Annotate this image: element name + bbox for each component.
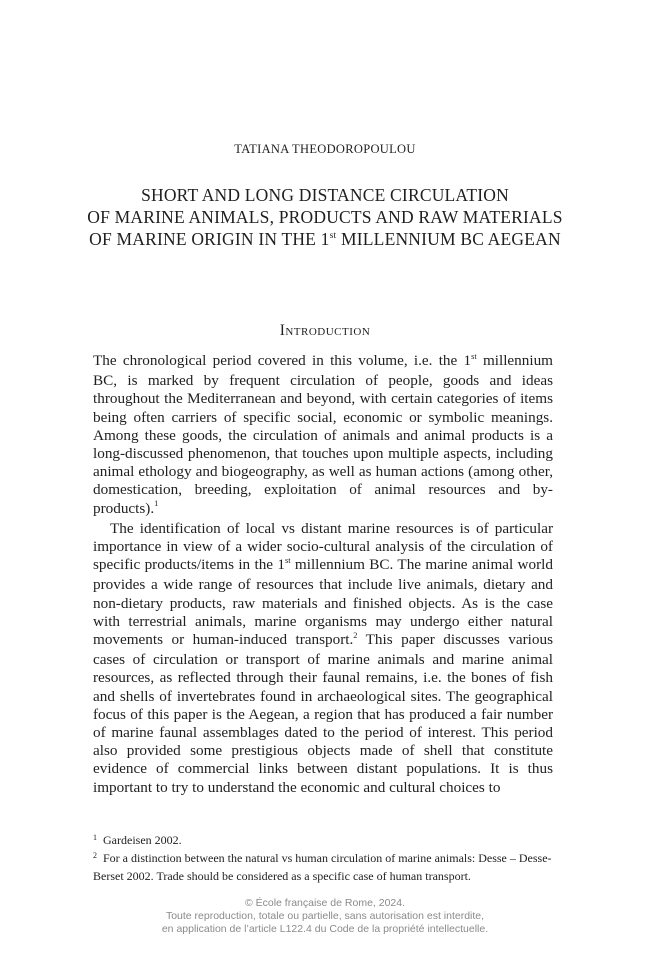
title-line-1: SHORT AND LONG DISTANCE CIRCULATION	[141, 185, 509, 205]
title-line-3-end: MILLENNIUM BC AEGEAN	[336, 229, 561, 249]
footnote-1	[93, 832, 553, 850]
footnote-text: Gardeisen 2002.	[103, 833, 182, 847]
title-line-2: OF MARINE ANIMALS, PRODUCTS AND RAW MATERIALS	[87, 207, 563, 227]
body-text	[93, 352, 553, 797]
title-line-3-start: OF MARINE ORIGIN IN THE 1	[89, 229, 330, 249]
footnote-number: 2	[93, 851, 97, 860]
copyright-line-2: Toute reproduction, totale ou partielle, sans autorisation est interdite,	[165, 910, 485, 922]
copyright-line-3: en application de l’article L122.4 du Code de la propriété intellectuelle.	[161, 923, 489, 935]
footnote-reference-2[interactable]: 2	[353, 630, 358, 640]
paper-title	[40, 184, 610, 254]
footnotes	[93, 832, 553, 884]
paragraph-1	[93, 352, 553, 520]
ordinal-suffix: st	[285, 555, 291, 565]
footnote-2	[93, 850, 553, 884]
paragraph-2-text-a: The identification of local vs distant marine resources is of particular importance in view of a wider socio-cultural analysis of the circulation of specific products/items in the 1	[93, 519, 553, 574]
copyright-notice	[0, 897, 650, 936]
section-heading: Introduction	[279, 322, 371, 339]
title-line-3	[40, 228, 610, 254]
footnote-reference-1[interactable]: 1	[154, 499, 159, 509]
footnote-number: 1	[93, 833, 97, 842]
paragraph-1-text-b: millennium BC, is marked by frequent circulation of people, goods and ideas throughout the Mediterranean and beyond, with certain categories of items being often carriers of specific social, economic or symbolic meanings. Among these goods, the circulation of animals and animal products is a long-discussed phenomenon, that touches upon multiple aspects, including animal ethology and biogeography, as well as human actions (among other, domestication, breeding, exploitation of animal resources and by-products).	[93, 352, 553, 517]
author-name: TATIANA THEODOROPOULOU	[234, 142, 416, 156]
footnote-text: For a distinction between the natural vs human circulation of marine animals: Desse – Desse-Berset 2002. Trade should be considered as a specific case of human transport.	[93, 851, 552, 883]
paragraph-2-text-c: This paper discusses various cases of circulation or transport of marine animals and marine animal resources, as reflected through their faunal remains, i.e. the bones of fish and shells of invertebrates found in archaeological sites. The geographical focus of this paper is the Aegean, a region that has produced a fair number of marine faunal assemblages dated to the period of interest. This period also provided some prestigious objects made of shell that constitute evidence of commercial links between distant populations. It is thus important to try to understand the economic and cultural choices to	[93, 631, 553, 796]
copyright-line-1: © École française de Rome, 2024.	[244, 897, 406, 909]
paragraph-2-text-b: millennium BC. The marine animal world provides a wide range of resources that include live animals, dietary and non-dietary products, raw materials and finished objects. As is the case with terrestrial animals, marine organisms may undergo either natural movements or human-induced transport.	[93, 556, 553, 649]
paragraph-1-text-a: The chronological period covered in this volume, i.e. the 1	[93, 352, 472, 369]
ordinal-suffix: st	[471, 351, 477, 361]
paragraph-2	[93, 520, 553, 797]
title-ordinal-suffix: st	[329, 229, 337, 241]
